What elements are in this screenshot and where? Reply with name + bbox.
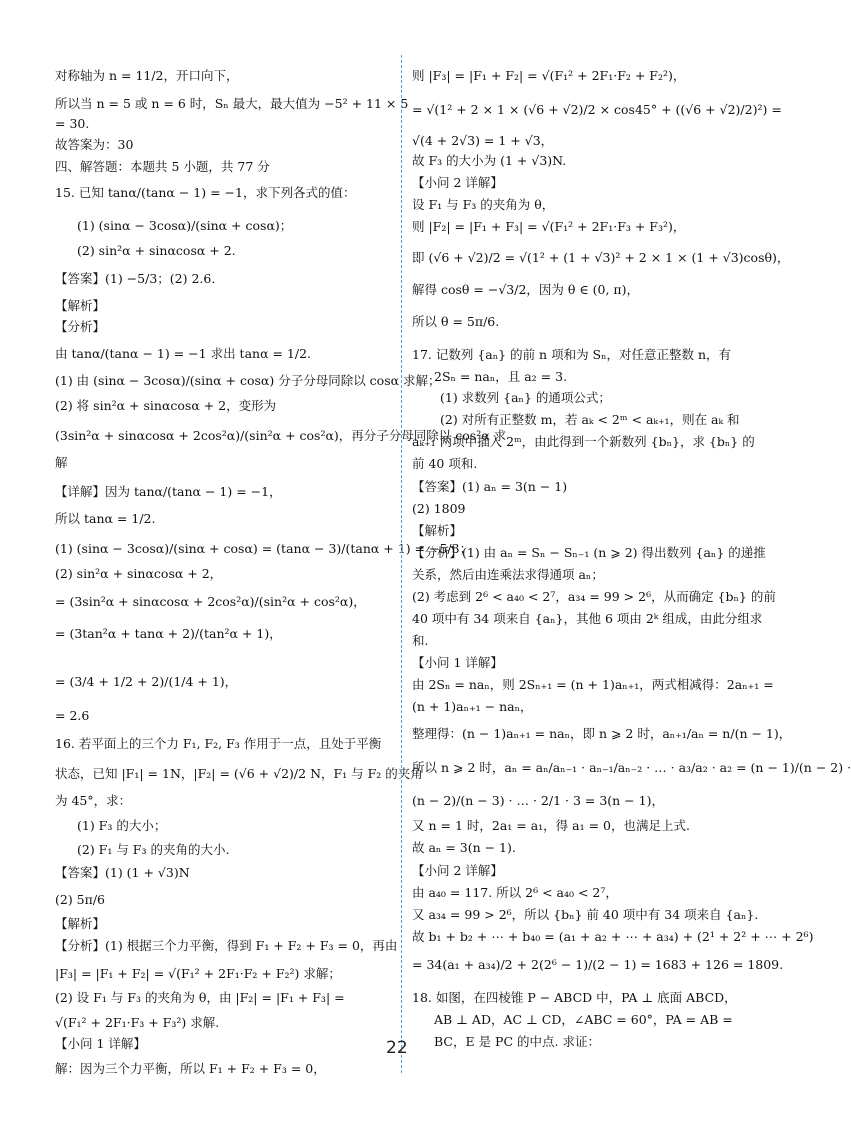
text-line: 所以 θ = 5π/6. [412, 314, 500, 329]
text-line: 即 (√6 + √2)/2 = √(1² + (1 + √3)² + 2 × 1 × (1 + √3)cosθ)， [412, 250, 790, 265]
text-line: (1) 由 (sinα − 3cosα)/(sinα + cosα) 分子分母同除以 cosα 求解； [55, 373, 441, 388]
text-line: 【小问 2 详解】 [412, 175, 503, 190]
text-line: aₖ₊₁ 两项中插入 2ᵐ，由此得到一个新数列 {bₙ}，求 {bₙ} 的 [412, 434, 755, 449]
text-line: (2) sin²α + sinαcosα + 2. [77, 243, 236, 258]
text-line: 40 项中有 34 项来自 {aₙ}，其他 6 项由 2ᵏ 组成，由此分组求 [412, 611, 763, 626]
text-line: 【分析】 [55, 319, 106, 334]
text-line: 由 tanα/(tanα − 1) = −1 求出 tanα = 1/2. [55, 346, 312, 361]
answer-line: 【答案】(1) −5/3；(2) 2.6. [55, 271, 216, 286]
text-line: 【分析】(1) 根据三个力平衡，得到 F₁ + F₂ + F₃ = 0，再由 [55, 938, 398, 953]
text-line: (1) 求数列 {aₙ} 的通项公式； [440, 390, 611, 405]
text-line: 所以当 n = 5 或 n = 6 时，Sₙ 最大，最大值为 −5² + 11 × 5 [55, 96, 409, 111]
text-line: 设 F₁ 与 F₃ 的夹角为 θ， [412, 197, 555, 212]
text-line: (1) F₃ 的大小； [77, 818, 167, 833]
text-line: (2) F₁ 与 F₃ 的夹角的大小. [77, 842, 230, 857]
text-line: √(F₁² + 2F₁·F₃ + F₃²) 求解. [55, 1015, 220, 1030]
text-line: 和. [412, 633, 429, 648]
text-line: 2Sₙ = naₙ，且 a₂ = 3. [434, 369, 568, 384]
answer-line: 【答案】(1) aₙ = 3(n − 1) [412, 479, 568, 494]
section-heading: 四、解答题：本题共 5 小题，共 77 分 [55, 159, 270, 174]
text-line: (1) (sinα − 3cosα)/(sinα + cosα) = (tanα − 3)/(tanα + 1) = −5/3； [55, 541, 473, 556]
text-line: = (3sin²α + sinαcosα + 2cos²α)/(sin²α + cos²α)， [55, 594, 366, 609]
text-line: (2) 5π/6 [55, 892, 106, 907]
text-line: (2) 将 sin²α + sinαcosα + 2，变形为 [55, 398, 277, 413]
column-divider [401, 55, 402, 1073]
text-line: 由 a₄₀ = 117. 所以 2⁶ < a₄₀ < 2⁷， [412, 885, 618, 900]
text-line: = 30. [55, 116, 90, 131]
text-line: 【解析】 [55, 916, 106, 931]
text-line: 对称轴为 n = 11/2，开口向下， [55, 68, 239, 83]
text-line: 所以 tanα = 1/2. [55, 511, 156, 526]
page-number: 22 [386, 1038, 408, 1058]
text-line: 前 40 项和. [412, 456, 478, 471]
text-line: 故答案为：30 [55, 137, 134, 152]
text-line: 则 |F₃| = |F₁ + F₂| = √(F₁² + 2F₁·F₂ + F₂²)， [412, 68, 686, 83]
text-line: 故 aₙ = 3(n − 1). [412, 840, 516, 855]
text-line: 解 [55, 455, 68, 470]
text-line: (2) 1809 [412, 501, 466, 516]
text-line: 状态，已知 |F₁| = 1N，|F₂| = (√6 + √2)/2 N，F₁ 与 F₂ 的夹角 [55, 766, 423, 781]
text-line: = 2.6 [55, 708, 90, 723]
text-line: 关系，然后由连乘法求得通项 aₙ； [412, 567, 604, 582]
text-line: 【解析】 [55, 298, 106, 313]
text-line: 所以 n ⩾ 2 时，aₙ = aₙ/aₙ₋₁ · aₙ₋₁/aₙ₋₂ · … · a₃/a₂ · a₂ = (n − 1)/(n − 2) · [412, 760, 851, 775]
text-line: = (3tan²α + tanα + 2)/(tan²α + 1)， [55, 626, 282, 641]
text-line: 为 45°，求： [55, 793, 132, 808]
text-line: 【小问 1 详解】 [55, 1036, 146, 1051]
text-line: = 34(a₁ + a₃₄)/2 + 2(2⁶ − 1)/(2 − 1) = 1683 + 126 = 1809. [412, 957, 784, 972]
text-line: (3sin²α + sinαcosα + 2cos²α)/(sin²α + cos²α)，再分子分母同除以 cos²α 求 [55, 428, 507, 443]
text-line: (2) 对所有正整数 m，若 aₖ < 2ᵐ < aₖ₊₁，则在 aₖ 和 [440, 412, 740, 427]
text-line: 解：因为三个力平衡，所以 F₁ + F₂ + F₃ = 0， [55, 1061, 326, 1076]
text-line: 【详解】因为 tanα/(tanα − 1) = −1， [55, 484, 282, 499]
text-line: (n − 2)/(n − 3) · … · 2/1 · 3 = 3(n − 1)， [412, 793, 664, 808]
text-line: AB ⊥ AD，AC ⊥ CD，∠ABC = 60°，PA = AB = [434, 1012, 733, 1027]
text-line: 则 |F₂| = |F₁ + F₃| = √(F₁² + 2F₁·F₃ + F₃²)， [412, 219, 686, 234]
text-line: 由 2Sₙ = naₙ，则 2Sₙ₊₁ = (n + 1)aₙ₊₁，两式相减得：2aₙ₊₁ = [412, 677, 774, 692]
answer-line: 【答案】(1) (1 + √3)N [55, 865, 190, 880]
text-line: 【分析】(1) 由 aₙ = Sₙ − Sₙ₋₁ (n ⩾ 2) 得出数列 {aₙ} 的递推 [412, 545, 766, 560]
text-line: 【解析】 [412, 523, 463, 538]
text-line: = √(1² + 2 × 1 × (√6 + √2)/2 × cos45° + ((√6 + √2)/2)²) = [412, 102, 782, 117]
problem-15-statement: 15. 已知 tanα/(tanα − 1) = −1，求下列各式的值： [55, 185, 356, 200]
problem-17-statement: 17. 记数列 {aₙ} 的前 n 项和为 Sₙ，对任意正整数 n，有 [412, 347, 732, 362]
text-line: 【小问 1 详解】 [412, 655, 503, 670]
text-line: 故 b₁ + b₂ + ⋯ + b₄₀ = (a₁ + a₂ + ⋯ + a₃₄) + (2¹ + 2² + ⋯ + 2⁶) [412, 929, 814, 944]
text-line: (2) sin²α + sinαcosα + 2， [55, 566, 223, 581]
text-line: = (3/4 + 1/2 + 2)/(1/4 + 1)， [55, 674, 238, 689]
problem-16-statement: 16. 若平面上的三个力 F₁, F₂, F₃ 作用于一点，且处于平衡 [55, 736, 382, 751]
text-line: 整理得：(n − 1)aₙ₊₁ = naₙ，即 n ⩾ 2 时，aₙ₊₁/aₙ = n/(n − 1)， [412, 726, 792, 741]
text-line: (2) 考虑到 2⁶ < a₄₀ < 2⁷，a₃₄ = 99 > 2⁶，从而确定 {bₙ} 的前 [412, 589, 776, 604]
problem-18-statement: 18. 如图，在四棱锥 P − ABCD 中，PA ⊥ 底面 ABCD， [412, 990, 737, 1005]
text-line: 故 F₃ 的大小为 (1 + √3)N. [412, 153, 567, 168]
text-line: BC，E 是 PC 的中点. 求证： [434, 1034, 600, 1049]
text-line: 解得 cosθ = −√3/2，因为 θ ∈ (0, π)， [412, 282, 639, 297]
text-line: 【小问 2 详解】 [412, 863, 503, 878]
text-line: (n + 1)aₙ₊₁ − naₙ， [412, 699, 533, 714]
text-line: |F₃| = |F₁ + F₂| = √(F₁² + 2F₁·F₂ + F₂²) 求解； [55, 966, 341, 981]
text-line: 又 a₃₄ = 99 > 2⁶，所以 {bₙ} 前 40 项中有 34 项来自 {aₙ}. [412, 907, 759, 922]
text-line: (2) 设 F₁ 与 F₃ 的夹角为 θ，由 |F₂| = |F₁ + F₃| = [55, 990, 345, 1005]
text-line: 又 n = 1 时，2a₁ = a₁，得 a₁ = 0，也满足上式. [412, 818, 690, 833]
text-line: √(4 + 2√3) = 1 + √3， [412, 133, 554, 148]
text-line: (1) (sinα − 3cosα)/(sinα + cosα)； [77, 218, 293, 233]
